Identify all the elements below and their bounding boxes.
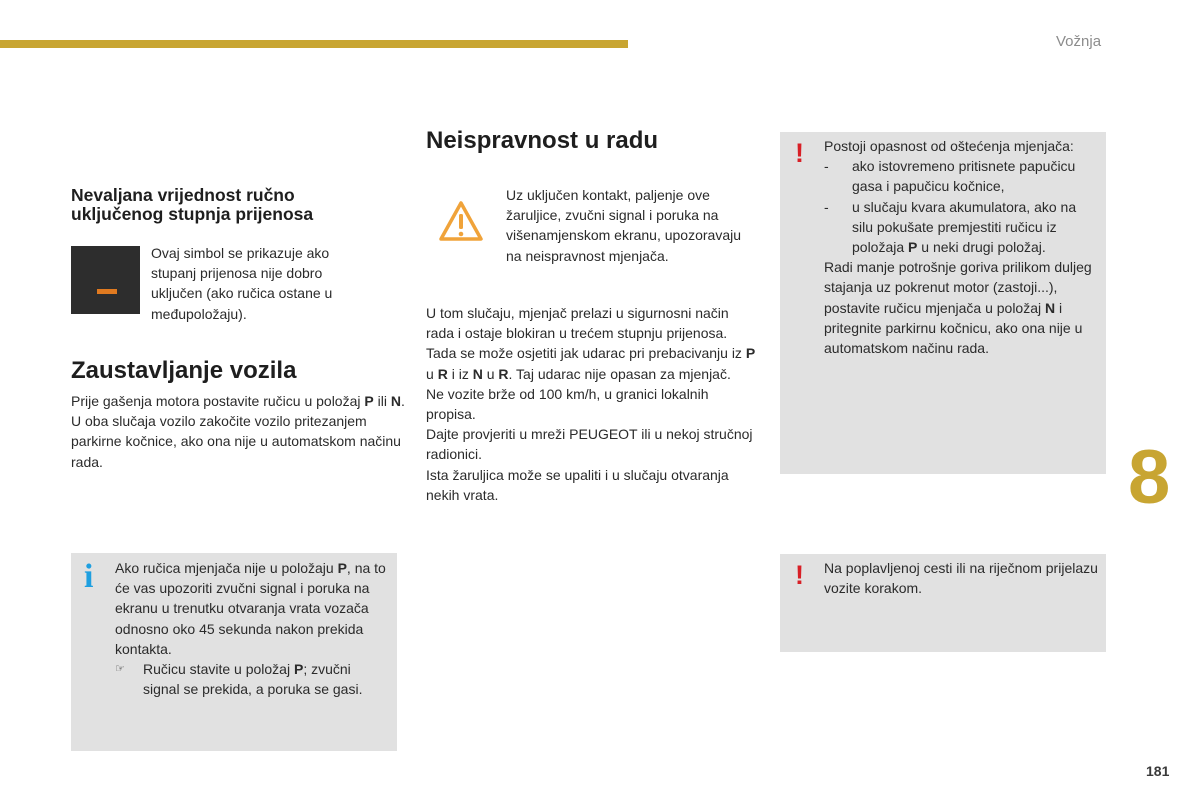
- chapter-number: 8: [1128, 435, 1171, 520]
- info-bullet: ☞ Ručicu stavite u položaj P; zvučni signal se prekida, a poruka se gasi.: [115, 659, 390, 699]
- malfunction-text: U tom slučaju, mjenjač prelazi u sigurnosni način rada i ostaje blokiran u trećem stupnju prijenosa. Tada se može osjetiti jak udarac pri prebacivanju iz P u R i iz N u R. Taj udarac nije opasan za mjenjač. Ne vozite brže od 100 km/h, u granici lokalnih propisa. Dajte provjeriti u mreži PEUGEOT ili u nekoj stručnoj radionici. Ista žaruljica može se upaliti i u slučaju otvaranja nekih vrata.: [426, 305, 756, 503]
- info-box: [71, 553, 397, 751]
- exclamation-icon: !: [795, 560, 804, 590]
- info-icon: i: [84, 558, 94, 595]
- alert-box-flooded-road: [780, 554, 1106, 652]
- page-number: 181: [1146, 763, 1170, 779]
- section-title: Vožnja: [1056, 33, 1102, 50]
- malfunction-title: Neispravnost u radu: [426, 127, 659, 154]
- alert-text: Postoji opasnost od oštećenja mjenjača: - ako istovremeno pritisnete papučicu gasa i papučicu kočnice, - u slučaju kvara akumulatora, ako na silu pokušate premjestiti ručicu iz položaja P u neki drugi položaj. Radi manje potrošnje goriva prilikom duljeg stajanja uz pokrenut motor (zastoji...), postavite ručicu mjenjača u položaj N i pritegnite parkirnu kočnicu, ako ona nije u automatskom načinu rada.: [824, 136, 1099, 358]
- stopping-text: Prije gašenja motora postavite ručicu u položaj P ili N. U oba slučaja vozilo zakočite vozilo pritezanjem parkirne kočnice, ako ona nije u automatskom načinu rada.: [71, 393, 405, 470]
- list-item: - u slučaju kvara akumulatora, ako na silu pokušate premjestiti ručicu iz položaja P u neki drugi položaj.: [824, 198, 1077, 256]
- subheading-gear-value: Nevaljana vrijednost ručno uključenog stupnja prijenosa: [71, 185, 314, 225]
- gear-fault-symbol-icon: [71, 246, 140, 314]
- symbol-description: Ovaj simbol se prikazuje ako stupanj prijenosa nije dobro uključen (ako ručica ostane u međupoložaju).: [151, 245, 333, 322]
- pointing-hand-icon: ☞: [115, 663, 125, 676]
- list-item: - ako istovremeno pritisnete papučicu gasa i papučicu kočnice,: [824, 158, 1076, 195]
- warning-lamp-text: Uz uključen kontakt, paljenje ove žaruljice, zvučni signal i poruka na višenamjenskom ekranu, upozoravaju na neispravnost mjenjača.: [506, 187, 742, 264]
- alert-text: Na poplavljenoj cesti ili na riječnom prijelazu vozite korakom.: [824, 560, 1098, 597]
- warning-triangle-icon: [438, 200, 484, 242]
- stopping-title: Zaustavljanje vozila: [71, 357, 297, 384]
- alert-box-gearbox-damage: [780, 132, 1106, 474]
- exclamation-icon: !: [795, 138, 804, 168]
- info-text: Ako ručica mjenjača nije u položaju P, na to će vas upozoriti zvučni signal i poruka na ekranu u trenutku otvaranja vrata vozača odnosno oko 45 sekunda nakon prekida kontakta. ☞ Ručicu stavite u položaj P; zvučni signal se prekida, a poruka se gasi.: [115, 558, 390, 699]
- header-accent-bar: [0, 40, 628, 48]
